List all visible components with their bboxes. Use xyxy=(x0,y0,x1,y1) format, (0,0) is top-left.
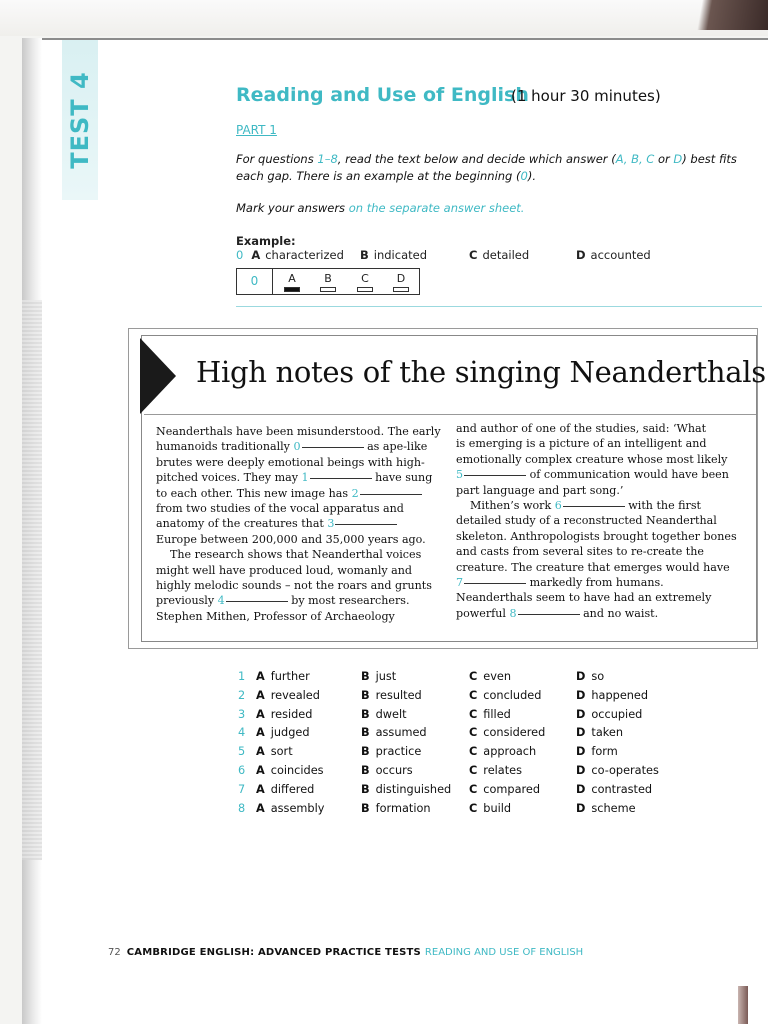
option-text: characterized xyxy=(265,248,344,262)
option-letter: C xyxy=(469,707,478,721)
article-line xyxy=(456,575,737,590)
option-b xyxy=(361,726,427,739)
gap-7: 7 xyxy=(456,576,526,589)
option-text: detailed xyxy=(482,248,530,262)
article-line xyxy=(456,498,737,513)
article-text: markedly from humans. xyxy=(526,576,664,590)
option-letter: B xyxy=(361,726,370,740)
example-option-d xyxy=(576,248,651,262)
option-d xyxy=(576,670,604,683)
article-text: powerful xyxy=(456,606,510,620)
option-letter: B xyxy=(361,745,370,759)
option-letter: A xyxy=(256,782,265,796)
option-letter: C xyxy=(469,763,478,777)
option-letter: D xyxy=(576,248,586,262)
example-box-option-a xyxy=(282,272,302,292)
option-word: occupied xyxy=(591,707,643,721)
option-letter: B xyxy=(360,248,369,262)
article-text: creature. The creature that emerges would have xyxy=(456,560,730,574)
option-letter: D xyxy=(576,763,586,777)
instr-sep: , xyxy=(623,152,632,166)
example-num: 0 xyxy=(236,248,244,262)
article-line xyxy=(156,501,441,516)
article-text: Stephen Mithen, Professor of Archaeology xyxy=(156,609,395,623)
question-number: 5 xyxy=(238,745,246,759)
article-line xyxy=(456,483,737,498)
option-letter: B xyxy=(361,688,370,702)
option-letter: D xyxy=(576,726,586,740)
article-text: have sung xyxy=(371,471,433,485)
option-word: occurs xyxy=(375,763,413,777)
article-line xyxy=(156,516,441,531)
option-text: indicated xyxy=(373,248,427,262)
option-a xyxy=(256,764,324,777)
option-letter: D xyxy=(576,707,586,721)
option-letter: A xyxy=(256,688,265,702)
article-text: The research shows that Neanderthal voices xyxy=(170,548,422,562)
gap-0: 0 xyxy=(293,440,363,453)
question-number: 1 xyxy=(238,670,246,683)
option-word: concluded xyxy=(483,688,542,702)
option-word: assembly xyxy=(270,801,325,815)
article-text: to each other. This new image has xyxy=(156,486,352,500)
instr-text: For questions xyxy=(236,152,318,166)
option-text: accounted xyxy=(590,248,651,262)
mark-answers-note xyxy=(236,201,524,215)
play-triangle-icon xyxy=(140,338,176,414)
article-line xyxy=(456,436,737,451)
article-text: Neanderthals have been misunderstood. The early xyxy=(156,425,441,438)
option-letter: C xyxy=(469,688,478,702)
option-word: co-operates xyxy=(591,763,659,777)
page-edge-mark xyxy=(738,986,748,1024)
section-title: Reading and Use of English xyxy=(236,84,529,106)
article-text: skeleton. Anthropologists brought together bones xyxy=(456,529,737,543)
option-a xyxy=(256,745,293,758)
article-line xyxy=(456,452,737,467)
example-box-option-d xyxy=(391,272,411,292)
example-label: Example: xyxy=(236,234,296,248)
article-line xyxy=(456,560,737,575)
option-c xyxy=(469,802,511,815)
answer-sheet-ref: on the separate answer sheet. xyxy=(348,201,525,215)
article-text: from two studies of the vocal apparatus and xyxy=(156,502,404,516)
article-text: pitched voices. They may xyxy=(156,471,302,485)
article-text: part language and part song.’ xyxy=(456,483,624,497)
box-letter: A xyxy=(288,272,296,285)
option-c xyxy=(469,670,511,683)
option-letter: B xyxy=(361,801,370,815)
option-c xyxy=(469,726,545,739)
article-text: humanoids traditionally xyxy=(156,440,294,454)
option-a xyxy=(256,802,324,815)
test-tab-label: TEST 4 xyxy=(66,71,94,169)
article-title: High notes of the singing Neanderthals xyxy=(196,355,766,389)
page-number: 72 xyxy=(108,947,121,958)
option-letter: C xyxy=(469,248,478,262)
article-line xyxy=(156,547,441,562)
option-word: happened xyxy=(591,688,649,702)
option-b xyxy=(361,670,396,683)
box-letter: D xyxy=(396,272,406,285)
article-line xyxy=(156,532,441,547)
example-option-b xyxy=(360,248,427,262)
option-letter: D xyxy=(576,745,586,759)
option-word: resulted xyxy=(375,688,422,702)
option-letter: C xyxy=(469,782,478,796)
option-word: further xyxy=(270,670,310,683)
example-option-c xyxy=(469,248,529,262)
article-line xyxy=(456,421,737,436)
option-word: dwelt xyxy=(375,707,407,721)
option-letter: B xyxy=(361,707,370,721)
option-word: practice xyxy=(375,745,422,759)
option-word: form xyxy=(591,745,618,759)
gap-4: 4 xyxy=(218,594,288,607)
option-letter: A xyxy=(256,726,265,740)
article-text: by most researchers. xyxy=(287,594,410,608)
article-text: previously xyxy=(156,594,218,608)
option-word: relates xyxy=(483,763,522,777)
gap-8: 8 xyxy=(509,607,579,620)
instr-sep: , xyxy=(638,152,647,166)
example-box-option-c xyxy=(355,272,375,292)
option-d xyxy=(576,764,659,777)
gap-3: 3 xyxy=(327,517,397,530)
option-word: so xyxy=(591,670,605,683)
article-text: as ape-like xyxy=(363,440,428,454)
box-letter: C xyxy=(361,272,369,285)
option-c xyxy=(469,689,541,702)
article-line xyxy=(156,578,441,593)
article-text: highly melodic sounds – not the roars and grunts xyxy=(156,579,432,593)
option-word: considered xyxy=(483,726,546,740)
option-word: compared xyxy=(483,782,541,796)
instr-text: ) best fits each gap. There is an example at the beginning ( xyxy=(236,152,737,183)
article-line xyxy=(456,467,737,482)
option-a xyxy=(256,783,314,796)
option-letter: A xyxy=(256,745,265,759)
option-b xyxy=(361,689,422,702)
option-d xyxy=(576,783,652,796)
option-d xyxy=(576,745,618,758)
instr-letter-a: A xyxy=(615,152,624,166)
example-answer-box xyxy=(236,268,420,295)
option-a xyxy=(256,726,310,739)
option-word: coincides xyxy=(270,763,324,777)
article-text: of communication would have been xyxy=(526,468,729,482)
option-word: taken xyxy=(591,726,623,740)
instr-text: ). xyxy=(527,169,536,183)
article-line xyxy=(156,455,441,470)
option-b xyxy=(361,764,413,777)
option-letter: B xyxy=(361,670,370,683)
article-text: and no waist. xyxy=(579,606,659,620)
option-word: differed xyxy=(270,782,315,796)
option-b xyxy=(361,745,421,758)
page-footer xyxy=(108,947,583,958)
book-title: CAMBRIDGE ENGLISH: ADVANCED PRACTICE TESTS xyxy=(126,947,421,958)
article-line xyxy=(456,544,737,559)
instr-text: or xyxy=(654,152,674,166)
article-text: brutes were deeply emotional beings with high- xyxy=(156,455,425,469)
instr-letter-b: B xyxy=(631,152,639,166)
option-letter: A xyxy=(256,707,265,721)
option-c xyxy=(469,764,522,777)
article-text: detailed study of a reconstructed Neanderthal xyxy=(456,514,717,528)
option-word: contrasted xyxy=(591,782,653,796)
option-letter: C xyxy=(469,801,478,815)
option-b xyxy=(361,708,407,721)
instr-text: , read the text below and decide which answer ( xyxy=(337,152,616,166)
gap-6: 6 xyxy=(555,499,625,512)
page-corner-shadow xyxy=(672,0,768,30)
article-line xyxy=(456,513,737,528)
article-line xyxy=(456,590,737,605)
option-word: judged xyxy=(270,726,310,740)
article-column-right xyxy=(456,421,737,621)
option-letter: B xyxy=(361,782,370,796)
option-letter: C xyxy=(469,726,478,740)
question-number: 2 xyxy=(238,688,246,702)
scan-top-edge xyxy=(0,0,768,36)
article-column-left xyxy=(156,424,441,624)
article-line xyxy=(156,486,441,501)
article-line xyxy=(156,424,441,439)
answer-mark-empty xyxy=(320,287,336,292)
question-number: 6 xyxy=(238,763,246,777)
instr-example-num: 0 xyxy=(520,169,528,183)
option-letter: D xyxy=(576,670,586,683)
article-line xyxy=(156,593,441,608)
option-a xyxy=(256,689,320,702)
instr-letter-d: D xyxy=(673,152,683,166)
section-duration: (1 hour 30 minutes) xyxy=(511,87,661,105)
option-word: just xyxy=(375,670,397,683)
section-divider xyxy=(236,306,762,307)
option-word: even xyxy=(483,670,512,683)
option-word: distinguished xyxy=(375,782,452,796)
article-line xyxy=(156,470,441,485)
article-line xyxy=(156,563,441,578)
option-letter: A xyxy=(251,248,261,262)
article-line xyxy=(456,529,737,544)
option-d xyxy=(576,802,636,815)
article-line xyxy=(156,609,441,624)
option-word: formation xyxy=(375,801,431,815)
article-line xyxy=(156,439,441,454)
option-word: sort xyxy=(270,745,293,759)
option-word: filled xyxy=(483,707,511,721)
option-c xyxy=(469,708,511,721)
spine-tint xyxy=(22,300,42,860)
part-heading: PART 1 xyxy=(236,123,277,137)
article-text: and casts from several sites to re-create the xyxy=(456,545,704,559)
article-text: and author of one of the studies, said: ‘What xyxy=(456,422,707,435)
article-text: Neanderthals seem to have had an extremely xyxy=(456,591,712,605)
example-option-a xyxy=(236,248,344,262)
article-text: might well have produced loud, womanly and xyxy=(156,563,413,577)
answer-mark-empty xyxy=(357,287,373,292)
article-title-rule xyxy=(144,414,756,415)
instr-letter-c: C xyxy=(646,152,655,166)
article-text: is emerging is a picture of an intelligent and xyxy=(456,437,707,451)
example-box-number: 0 xyxy=(237,269,273,294)
option-d xyxy=(576,689,648,702)
option-letter: D xyxy=(576,782,586,796)
mark-text: Mark your answers xyxy=(236,201,349,215)
option-letter: C xyxy=(469,745,478,759)
option-letter: A xyxy=(256,763,265,777)
test-side-tab xyxy=(62,40,98,200)
gap-5: 5 xyxy=(456,468,526,481)
option-b xyxy=(361,802,431,815)
option-c xyxy=(469,783,540,796)
option-d xyxy=(576,708,642,721)
option-word: revealed xyxy=(270,688,320,702)
article-text: Europe between 200,000 and 35,000 years ago. xyxy=(156,532,426,546)
gap-1: 1 xyxy=(302,471,372,484)
article-text: anatomy of the creatures that xyxy=(156,517,328,531)
article-line xyxy=(456,606,737,621)
option-letter: D xyxy=(576,801,586,815)
option-d xyxy=(576,726,623,739)
instr-question-range: 1–8 xyxy=(317,152,338,166)
gap-2: 2 xyxy=(352,487,422,500)
option-letter: A xyxy=(256,801,265,815)
question-number: 7 xyxy=(238,782,246,796)
option-a xyxy=(256,670,310,683)
option-a xyxy=(256,708,312,721)
answer-mark-filled xyxy=(284,287,300,292)
option-word: scheme xyxy=(591,801,636,815)
question-number: 8 xyxy=(238,801,246,815)
answer-mark-empty xyxy=(393,287,409,292)
question-number: 4 xyxy=(238,726,246,740)
option-b xyxy=(361,783,451,796)
option-word: build xyxy=(483,801,512,815)
option-letter: C xyxy=(469,670,478,683)
option-word: resided xyxy=(270,707,313,721)
article-text: Mithen’s work xyxy=(470,499,555,513)
footer-section: READING AND USE OF ENGLISH xyxy=(424,947,584,958)
article-text: emotionally complex creature whose most likely xyxy=(456,452,728,466)
option-word: approach xyxy=(483,745,537,759)
option-word: assumed xyxy=(375,726,427,740)
box-letter: B xyxy=(324,272,332,285)
example-box-option-b xyxy=(318,272,338,292)
option-letter: A xyxy=(256,670,265,683)
option-letter: B xyxy=(361,763,370,777)
option-c xyxy=(469,745,536,758)
article-text: with the first xyxy=(624,499,702,513)
instructions xyxy=(236,151,756,185)
question-number: 3 xyxy=(238,707,246,721)
option-letter: D xyxy=(576,688,586,702)
